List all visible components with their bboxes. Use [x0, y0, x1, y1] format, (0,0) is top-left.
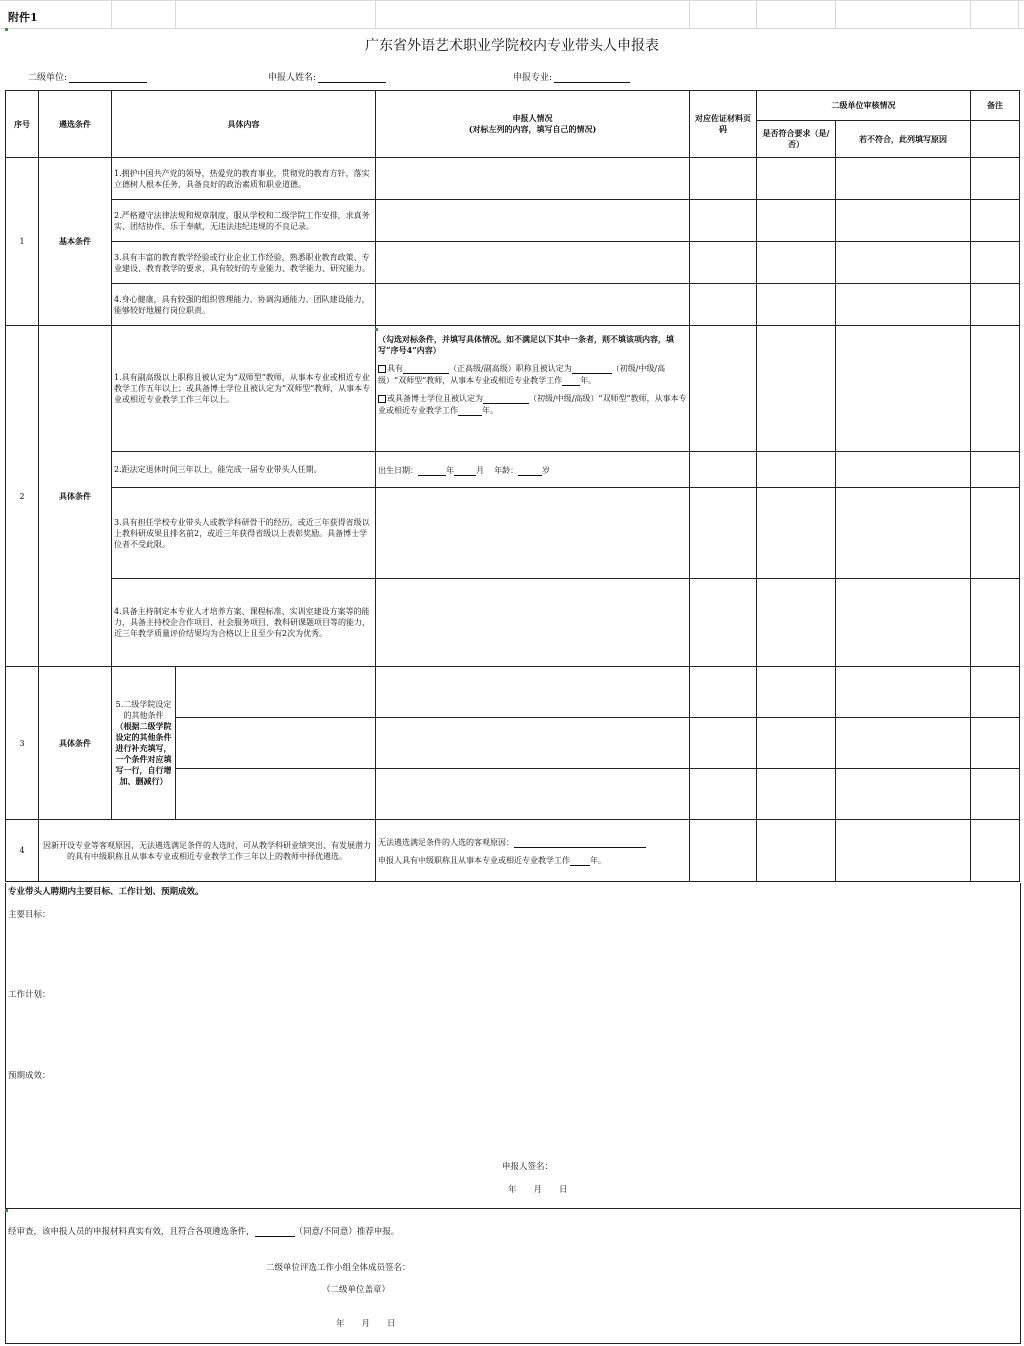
- section4-content: 因新开设专业等客观原因，无法遴选满足条件的人选时，可从教学科研业绩突出、有发展潜力的具有中级职称且从事本专业或相近专业教学工作三年以上的教师中择优遴选。: [39, 820, 376, 882]
- plan-outcomes-label: 预期成效：: [8, 1071, 51, 1081]
- sheet-gridline-col: [756, 1, 757, 28]
- applicant-cell[interactable]: [376, 667, 690, 718]
- review-date: 年 月 日: [336, 1319, 396, 1329]
- meets-cell[interactable]: [757, 769, 836, 820]
- reason-cell[interactable]: [836, 820, 971, 882]
- annex-label: 附件1: [8, 11, 38, 24]
- meets-cell[interactable]: [757, 326, 836, 452]
- section2-item: 3.具有担任学校专业带头人或教学科研骨干的经历，或近三年获得省级以上教科研成果且排名前2，或近三年获得省级以上表彰奖励。具备博士学位者不受此限。: [112, 488, 376, 579]
- sheet-gridline-col: [111, 1, 112, 28]
- sheet-gridline-col: [1018, 1, 1019, 28]
- applicant-signature-date: 年 月 日: [508, 1185, 568, 1195]
- evidence-cell[interactable]: [690, 667, 757, 718]
- review-box[interactable]: [5, 1208, 1021, 1344]
- major-label: 申报专业:: [513, 73, 553, 83]
- section3-item: [112, 667, 176, 820]
- sheet-gridline-col: [970, 1, 971, 28]
- section1-item: 2.严格遵守法律法规和规章制度，服从学校和二级学院工作安排，求真务实、团结协作、乐于奉献，无违法违纪违规的不良记录。: [112, 200, 376, 242]
- plan-box[interactable]: [5, 883, 1021, 1209]
- header-remark: 备注: [971, 91, 1020, 121]
- meets-cell[interactable]: [757, 284, 836, 326]
- section2-no: 2: [6, 326, 39, 667]
- reason-cell[interactable]: [836, 488, 971, 579]
- sheet-gridline-col: [689, 1, 690, 28]
- evidence-cell[interactable]: [690, 579, 757, 667]
- applicant-cell[interactable]: [376, 769, 690, 820]
- header-review: 二级单位审核情况: [757, 91, 971, 121]
- meets-cell[interactable]: [757, 667, 836, 718]
- applicant-note: （勾选对标条件，并填写具体情况。如不满足以下其中一条者，则不填该项内容，填写“序号4”内容）: [378, 334, 674, 355]
- page-title: 广东省外语艺术职业学院校内专业带头人申报表: [365, 38, 659, 54]
- section3-label: 具体条件: [39, 667, 112, 820]
- section3-no: 3: [6, 667, 39, 820]
- section1-label: 基本条件: [39, 158, 112, 326]
- reason-cell[interactable]: [836, 718, 971, 769]
- evidence-cell[interactable]: [690, 284, 757, 326]
- reason-cell[interactable]: [836, 579, 971, 667]
- evidence-cell[interactable]: [690, 452, 757, 488]
- evidence-cell[interactable]: [690, 158, 757, 200]
- custom-condition-cell[interactable]: [176, 667, 376, 718]
- evidence-cell[interactable]: [690, 820, 757, 882]
- review-sign-label: 二级单位评选工作小组全体成员签名：: [266, 1263, 411, 1273]
- applicant-cell[interactable]: [376, 242, 690, 284]
- applicant-cell[interactable]: [376, 284, 690, 326]
- name-label: 申报人姓名:: [268, 73, 317, 83]
- reason-cell[interactable]: [836, 242, 971, 284]
- header-applicant-title: 申报人情况: [512, 113, 553, 123]
- remark-cell[interactable]: [971, 488, 1020, 579]
- section1-no: 1: [6, 158, 39, 326]
- review-statement: 经审查，该申报人员的申报材料真实有效，且符合各项遴选条件， （同意/不同意）推荐申报。: [8, 1227, 400, 1237]
- section3-item-bold: （根据二级学院设定的其他条件进行补充填写，一个条件对应填写一行，自行增加、删减行）: [115, 721, 172, 786]
- sheet-gridline-col: [175, 1, 176, 28]
- remark-cell[interactable]: [971, 200, 1020, 242]
- section2-label: 具体条件: [39, 326, 112, 667]
- reason-cell[interactable]: [836, 452, 971, 488]
- sheet-gridline-col: [375, 1, 376, 28]
- section1-item: 3.具有丰富的教育教学经验或行业企业工作经验，熟悉职业教育政策、专业建设、教育教学的要求，具有较好的专业能力、教学能力、研究能力。: [112, 242, 376, 284]
- applicant-cell-titles[interactable]: [376, 326, 690, 452]
- section2-item: 4.具备主持制定本专业人才培养方案、课程标准、实训室建设方案等的能力，具备主持校企合作项目、社会服务项目、教科研课题项目等的能力，近三年教学质量评价结果均为合格以上且至少有2次为优秀。: [112, 579, 376, 667]
- unit-label: 二级单位:: [28, 73, 68, 83]
- applicant-cell-birth[interactable]: 出生日期： 年 月 年龄： 岁: [376, 452, 690, 488]
- checkbox[interactable]: [378, 365, 386, 373]
- section3-item-plain: 5.二级学院设定的其他条件: [115, 700, 172, 720]
- major-field: [513, 70, 630, 83]
- section1-item: 4.身心健康，具有较强的组织管理能力、协调沟通能力、团队建设能力，能够较好地履行岗位职责。: [112, 284, 376, 326]
- applicant-cell[interactable]: [376, 158, 690, 200]
- section2-item: 1.具有副高级以上职称且被认定为“双师型”教师，从事本专业或相近专业教学工作五年以上；或具备博士学位且被认定为“双师型”教师，从事本专业或相近专业教学工作三年以上。: [112, 326, 376, 452]
- reason-cell[interactable]: [836, 667, 971, 718]
- remark-cell[interactable]: [971, 718, 1020, 769]
- custom-condition-cell[interactable]: [176, 769, 376, 820]
- header-applicant-sub: (对标左列的内容，填写自己的情况): [468, 124, 597, 134]
- name-input[interactable]: [318, 72, 386, 83]
- meets-cell[interactable]: [757, 718, 836, 769]
- reason-cell[interactable]: [836, 769, 971, 820]
- header-meets: 是否符合要求（是/否）: [757, 121, 836, 158]
- remark-cell[interactable]: [971, 667, 1020, 718]
- remark-cell[interactable]: [971, 284, 1020, 326]
- sheet-gridline-col: [835, 1, 836, 28]
- section1-item: 1.拥护中国共产党的领导，热爱党的教育事业，贯彻党的教育方针，落实立德树人根本任务，具备良好的政治素质和职业道德。: [112, 158, 376, 200]
- section2-item: 2.距法定退休时间三年以上，能完成一届专业带头人任期。: [112, 452, 376, 488]
- remark-cell[interactable]: [971, 769, 1020, 820]
- remark-cell[interactable]: [971, 452, 1020, 488]
- application-table: [5, 90, 1020, 882]
- review-seal-label: （二级单位盖章）: [322, 1285, 391, 1295]
- header-reason: 若不符合，此列填写原因: [836, 121, 971, 158]
- remark-cell[interactable]: [971, 579, 1020, 667]
- remark-cell[interactable]: [971, 326, 1020, 452]
- applicant-signature-label: 申报人签名：: [502, 1162, 554, 1172]
- evidence-cell[interactable]: [690, 242, 757, 284]
- reason-cell[interactable]: [836, 200, 971, 242]
- evidence-cell[interactable]: [690, 769, 757, 820]
- meets-cell[interactable]: [757, 158, 836, 200]
- plan-goals-label: 主要目标：: [8, 910, 51, 920]
- unit-input[interactable]: [69, 72, 147, 83]
- evidence-cell[interactable]: [690, 200, 757, 242]
- cell-marker: [5, 1209, 8, 1212]
- special-reason: 无法遴选满足条件的人选的客观原因：: [378, 836, 687, 848]
- unit-field: [28, 70, 147, 83]
- cell-marker: [375, 328, 378, 331]
- meets-cell[interactable]: [757, 488, 836, 579]
- sheet-gridline-row: [0, 0, 1024, 29]
- evidence-cell[interactable]: [690, 488, 757, 579]
- option-1: 具有 （正高级/副高级）职称且被认定为 （初级/中级/高级）“双师型”教师，从事本专业或相近专业教学工作 年。: [378, 364, 666, 385]
- reason-cell[interactable]: [836, 158, 971, 200]
- special-years: 申报人具有中级职称且从事本专业或相近专业教学工作 年。: [378, 855, 606, 865]
- reason-cell[interactable]: [836, 326, 971, 452]
- applicant-cell[interactable]: [376, 718, 690, 769]
- evidence-cell[interactable]: [690, 718, 757, 769]
- meets-cell[interactable]: [757, 452, 836, 488]
- name-field: [268, 70, 386, 83]
- applicant-cell[interactable]: [376, 579, 690, 667]
- review-decision-input[interactable]: [255, 1226, 295, 1237]
- plan-heading: 专业带头人聘期内主要目标、工作计划、预期成效。: [8, 887, 204, 897]
- applicant-cell[interactable]: [376, 488, 690, 579]
- meets-cell[interactable]: [757, 579, 836, 667]
- remark-cell[interactable]: [971, 242, 1020, 284]
- meets-cell[interactable]: [757, 820, 836, 882]
- cell-marker: [5, 28, 8, 31]
- header-evidence: 对应佐证材料页码: [690, 91, 757, 158]
- header-applicant: [376, 91, 690, 158]
- major-input[interactable]: [554, 72, 630, 83]
- meets-cell[interactable]: [757, 200, 836, 242]
- applicant-cell-special[interactable]: [376, 820, 690, 882]
- checkbox[interactable]: [378, 395, 386, 403]
- header-criteria: 遴选条件: [39, 91, 112, 158]
- remark-cell[interactable]: [971, 158, 1020, 200]
- meets-cell[interactable]: [757, 242, 836, 284]
- remark-cell[interactable]: [971, 820, 1020, 882]
- plan-work-label: 工作计划：: [8, 990, 51, 1000]
- header-remark-blank: [971, 121, 1020, 158]
- evidence-cell[interactable]: [690, 326, 757, 452]
- custom-condition-cell[interactable]: [176, 718, 376, 769]
- header-content: 具体内容: [112, 91, 376, 158]
- header-no: 序号: [6, 91, 39, 158]
- reason-cell[interactable]: [836, 284, 971, 326]
- applicant-cell[interactable]: [376, 200, 690, 242]
- section4-no: 4: [6, 820, 39, 882]
- option-2: 或具备博士学位且被认定为 （初级/中级/高级）“双师型”教师，从事本专业或相近专业教学工作 年。: [378, 394, 687, 415]
